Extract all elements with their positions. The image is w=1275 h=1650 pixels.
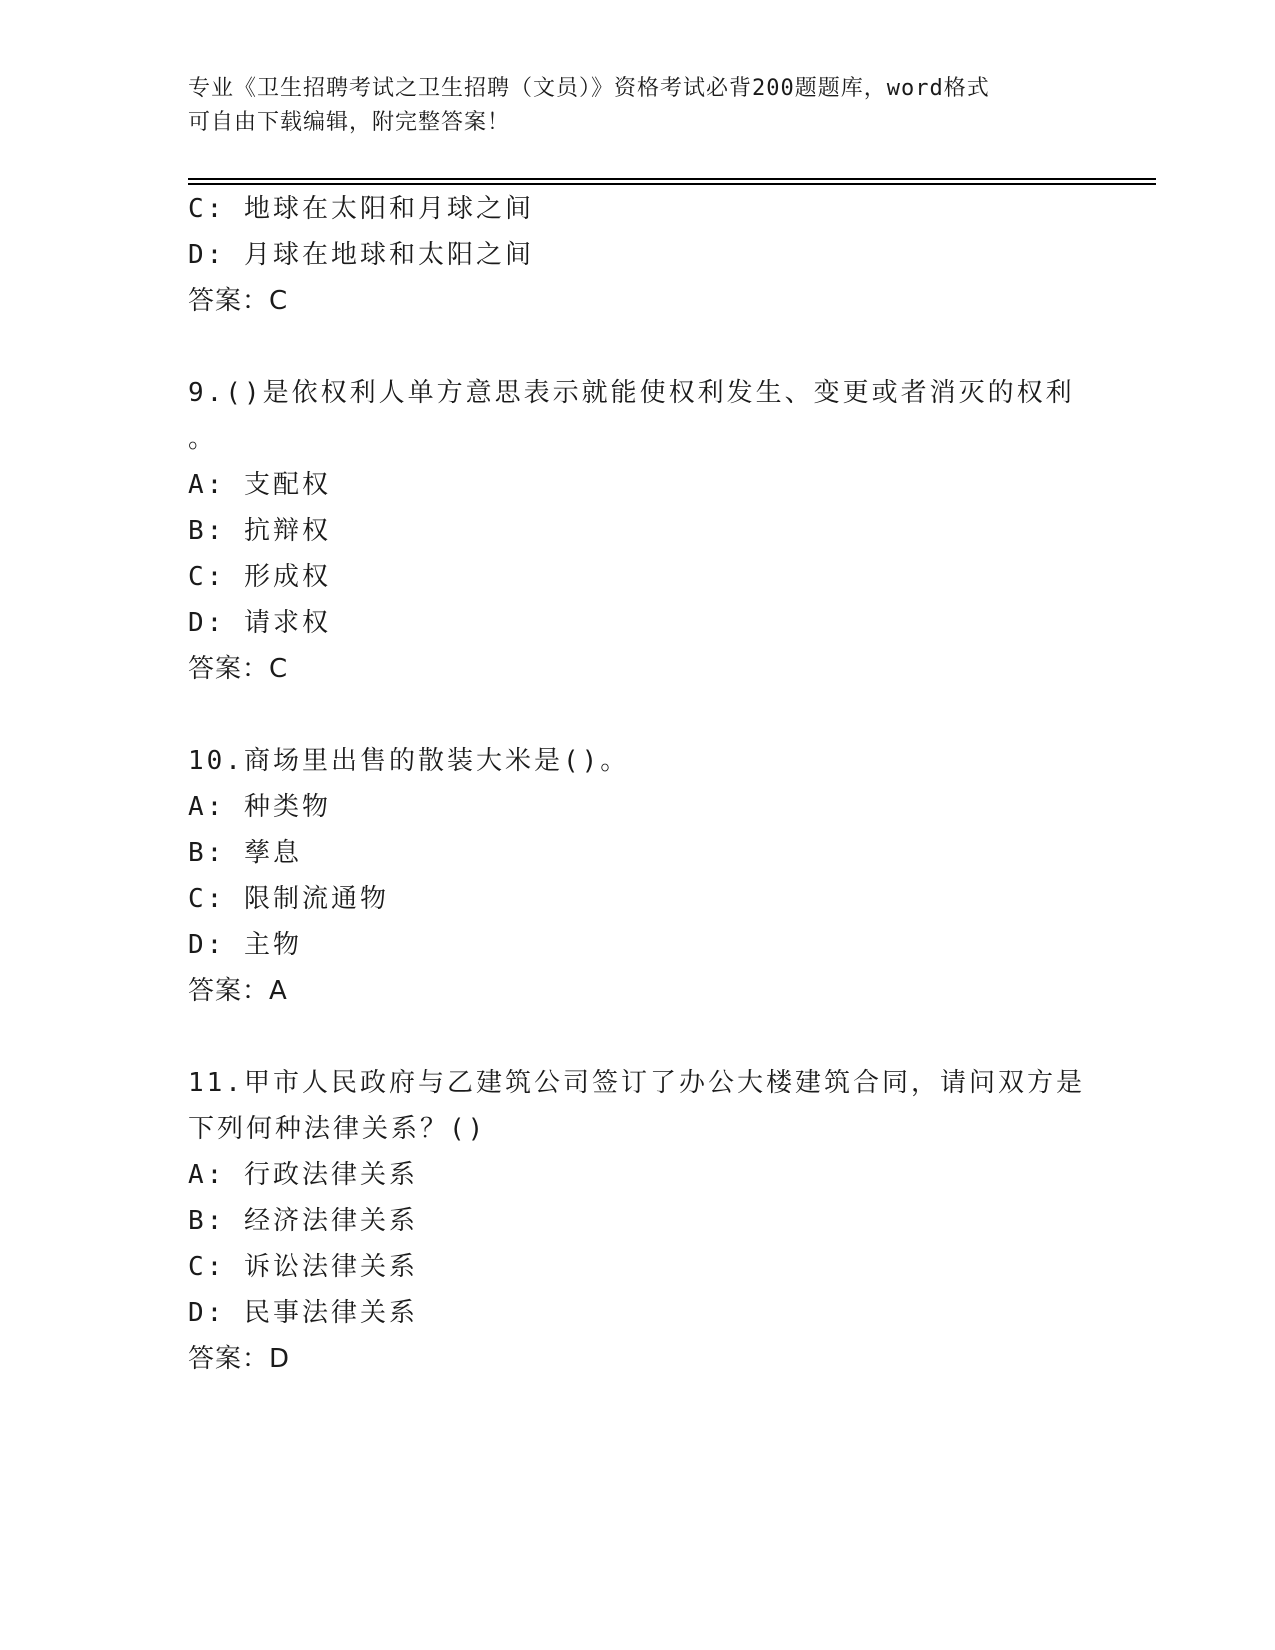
question-9 — [188, 370, 1148, 692]
spacer — [188, 692, 1148, 738]
document-header — [188, 72, 1088, 140]
header-title-line-1: 专业《卫生招聘考试之卫生招聘（文员）》资格考试必背200题题库，word格式 — [188, 76, 990, 101]
question-stem: 10.商场里出售的散装大米是()。 — [188, 746, 630, 776]
option-c: C: 诉讼法律关系 — [188, 1252, 418, 1282]
option-c: C: 地球在太阳和月球之间 — [188, 194, 534, 224]
option-b: B: 孳息 — [188, 838, 302, 868]
option-b: B: 抗辩权 — [188, 516, 331, 546]
spacer — [188, 324, 1148, 370]
question-10 — [188, 738, 1148, 1014]
option-c: C: 限制流通物 — [188, 884, 389, 914]
option-d: D: 民事法律关系 — [188, 1298, 418, 1328]
option-c: C: 形成权 — [188, 562, 331, 592]
option-a: A: 支配权 — [188, 470, 331, 500]
question-11 — [188, 1060, 1148, 1382]
option-d: D: 月球在地球和太阳之间 — [188, 240, 534, 270]
answer-line: 答案：A — [188, 976, 288, 1006]
question-stem-continued: 。 — [188, 424, 218, 454]
option-b: B: 经济法律关系 — [188, 1206, 418, 1236]
question-8-continued — [188, 186, 1148, 324]
option-a: A: 行政法律关系 — [188, 1160, 418, 1190]
question-stem-continued: 下列何种法律关系？() — [188, 1114, 487, 1144]
question-stem: 9.()是依权利人单方意思表示就能使权利发生、变更或者消灭的权利 — [188, 378, 1075, 408]
spacer — [188, 1014, 1148, 1060]
question-list — [188, 186, 1148, 1382]
option-d: D: 主物 — [188, 930, 302, 960]
answer-line: 答案：C — [188, 654, 289, 684]
option-d: D: 请求权 — [188, 608, 331, 638]
answer-line: 答案：C — [188, 286, 289, 316]
header-divider-bottom — [188, 183, 1156, 185]
option-a: A: 种类物 — [188, 792, 331, 822]
header-title-line-2: 可自由下载编辑，附完整答案！ — [188, 110, 511, 135]
question-stem: 11.甲市人民政府与乙建筑公司签订了办公大楼建筑合同，请问双方是 — [188, 1068, 1085, 1098]
header-divider-top — [188, 178, 1156, 180]
answer-line: 答案：D — [188, 1344, 291, 1374]
